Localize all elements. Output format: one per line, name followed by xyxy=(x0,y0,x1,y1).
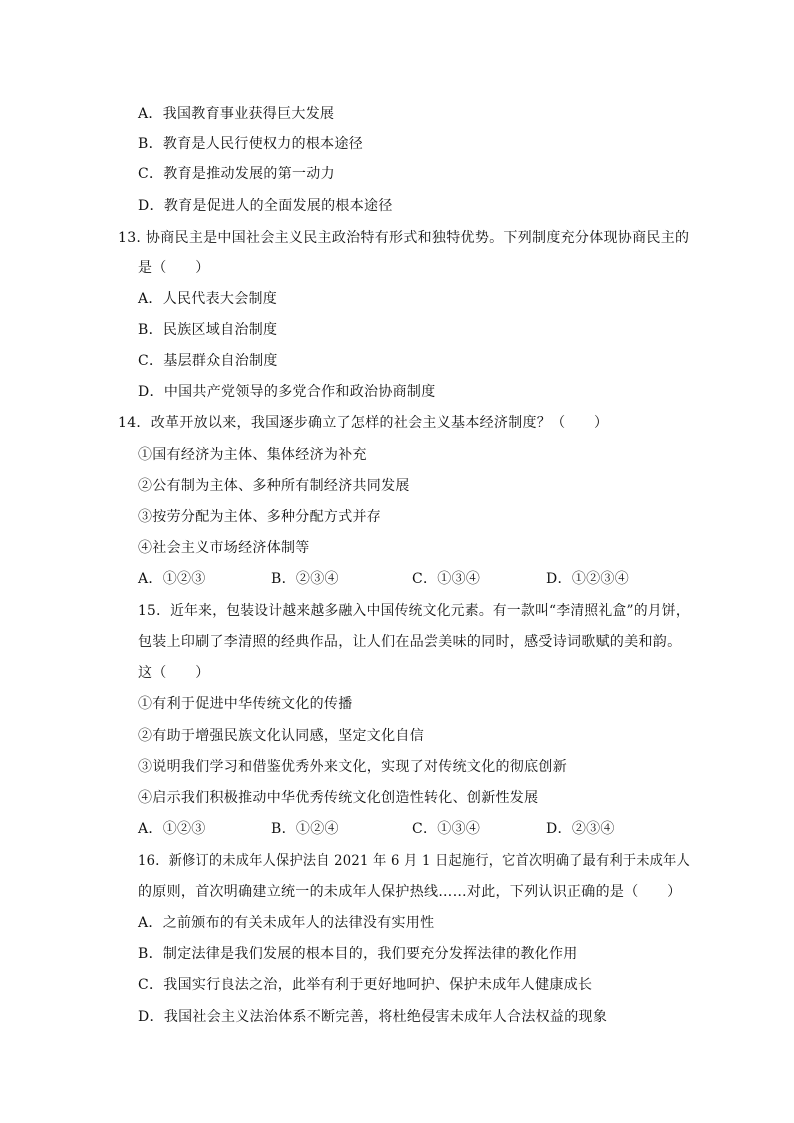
q14-stem: 14．改革开放以来，我国逐步确立了怎样的社会主义基本经济制度？（ ） xyxy=(118,415,609,431)
q13-option-d: D．中国共产党领导的多党合作和政治协商制度 xyxy=(138,384,436,400)
q16-stem-line1: 16．新修订的未成年人保护法自 2021 年 6 月 1 日起施行，它首次明确了最有利于未成年人 xyxy=(138,853,690,869)
q15-item-4: ④启示我们积极推动中华优秀传统文化创造性转化、创新性发展 xyxy=(138,790,539,806)
q13-stem-line2: 是（ ） xyxy=(138,260,210,276)
q15-stem-line2: 包装上印刷了李清照的经典作品，让人们在品尝美味的同时，感受诗词歌赋的美和韵。 xyxy=(138,634,682,650)
q14-item-4: ④社会主义市场经济体制等 xyxy=(138,540,310,556)
q16-option-d: D．我国社会主义法治体系不断完善，将杜绝侵害未成年人合法权益的现象 xyxy=(138,1009,608,1025)
q14-item-3: ③按劳分配为主体、多种分配方式并存 xyxy=(138,509,382,525)
q15-option-b: B．①②④ xyxy=(271,821,339,837)
q14-item-2: ②公有制为主体、多种所有制经济共同发展 xyxy=(138,478,410,494)
q15-item-1: ①有利于促进中华传统文化的传播 xyxy=(138,696,353,712)
q15-stem-line1: 15．近年来，包装设计越来越多融入中国传统文化元素。有一款叫“李清照礼盒”的月饼， xyxy=(138,603,690,619)
q15-option-d: D．②③④ xyxy=(546,821,615,837)
q16-option-b: B．制定法律是我们发展的根本目的，我们要充分发挥法律的教化作用 xyxy=(138,946,578,962)
q15-stem-line3: 这（ ） xyxy=(138,665,210,681)
q12-option-b: B．教育是人民行使权力的根本途径 xyxy=(138,136,364,152)
q13-option-a: A．人民代表大会制度 xyxy=(138,291,278,307)
q15-item-2: ②有助于增强民族文化认同感，坚定文化自信 xyxy=(138,728,424,744)
q16-option-a: A．之前颁布的有关未成年人的法律没有实用性 xyxy=(138,915,435,931)
q16-option-c: C．我国实行良法之治，此举有利于更好地呵护、保护未成年人健康成长 xyxy=(138,977,593,993)
q14-options-row xyxy=(138,569,658,589)
q12-option-d: D．教育是促进人的全面发展的根本途径 xyxy=(138,198,393,214)
q15-option-a: A．①②③ xyxy=(138,821,206,837)
q16-stem-line2: 的原则，首次明确建立统一的未成年人保护热线……对此，下列认识正确的是（ ） xyxy=(138,884,682,900)
q15-item-3: ③说明我们学习和借鉴优秀外来文化，实现了对传统文化的彻底创新 xyxy=(138,759,567,775)
q14-option-c: C．①③④ xyxy=(412,571,481,587)
q13-stem-line1: 13. 协商民主是中国社会主义民主政治特有形式和独特优势。下列制度充分体现协商民主的 xyxy=(118,230,690,246)
q13-option-b: B．民族区域自治制度 xyxy=(138,322,278,338)
q13-option-c: C．基层群众自治制度 xyxy=(138,353,278,369)
q12-option-c: C．教育是推动发展的第一动力 xyxy=(138,166,335,182)
q14-option-d: D．①②③④ xyxy=(546,571,630,587)
q14-option-a: A．①②③ xyxy=(138,571,206,587)
q15-option-c: C．①③④ xyxy=(412,821,481,837)
q12-option-a: A．我国教育事业获得巨大发展 xyxy=(138,106,335,122)
q15-options-row xyxy=(138,819,658,839)
q14-item-1: ①国有经济为主体、集体经济为补充 xyxy=(138,447,367,463)
q14-option-b: B．②③④ xyxy=(271,571,339,587)
